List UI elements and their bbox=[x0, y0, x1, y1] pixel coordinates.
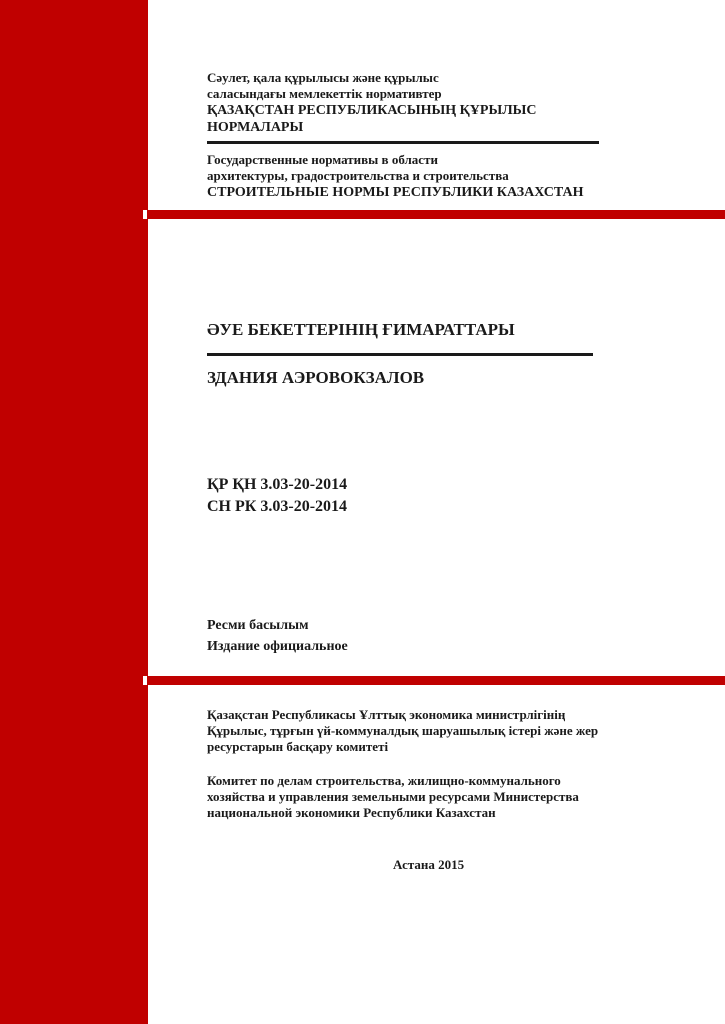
header-kz-caps-line-1: ҚАЗАҚСТАН РЕСПУБЛИКАСЫНЫҢ ҚҰРЫЛЫС bbox=[207, 103, 537, 118]
band-gap-top bbox=[148, 220, 725, 224]
header-ru-norms bbox=[207, 152, 509, 184]
header-ru-line-1: Государственные нормативы в области bbox=[207, 152, 438, 167]
header-ru-line-2: архитектуры, градостроительства и строительства bbox=[207, 168, 509, 183]
publisher-ru-line-2: хозяйства и управления земельными ресурсами Министерства bbox=[207, 789, 579, 804]
city-year: Астана 2015 bbox=[393, 857, 465, 872]
publisher-kz bbox=[207, 707, 598, 755]
header-kz-line-1: Сәулет, қала құрылысы және құрылыс bbox=[207, 70, 439, 85]
header-divider bbox=[207, 141, 599, 144]
publisher-kz-line-2: Құрылыс, тұрғын үй-коммуналдық шаруашылық істері және жер bbox=[207, 723, 599, 738]
edition-ru: Издание официальное bbox=[207, 639, 348, 654]
band-gap-bottom bbox=[148, 686, 725, 690]
header-kz-norms bbox=[207, 70, 442, 102]
header-kz-line-2: саласындағы мемлекеттік нормативтер bbox=[207, 86, 442, 101]
document-code-ru: СН РК 3.03-20-2014 bbox=[207, 498, 348, 515]
publisher-kz-line-3: ресурстарын басқару комитеті bbox=[207, 739, 389, 754]
band-notch-top bbox=[143, 210, 147, 219]
document-code-kz: ҚР ҚН 3.03-20-2014 bbox=[207, 476, 348, 493]
red-band-top bbox=[0, 210, 725, 219]
header-kz-caps bbox=[207, 102, 537, 136]
publisher-ru bbox=[207, 773, 579, 821]
title-divider bbox=[207, 353, 593, 356]
publisher-ru-line-3: национальной экономики Республики Казахстан bbox=[207, 805, 496, 820]
publisher-ru-line-1: Комитет по делам строительства, жилищно-коммунального bbox=[207, 773, 561, 788]
publisher-kz-line-1: Қазақстан Республикасы Ұлттық экономика министрлігінің bbox=[207, 707, 566, 722]
band-notch-bottom bbox=[143, 676, 147, 685]
red-band-bottom bbox=[0, 676, 725, 685]
header-ru-caps: СТРОИТЕЛЬНЫЕ НОРМЫ РЕСПУБЛИКИ КАЗАХСТАН bbox=[207, 185, 584, 200]
document-title-kz: ӘУЕ БЕКЕТТЕРІНІҢ ҒИМАРАТТАРЫ bbox=[207, 320, 515, 339]
header-kz-caps-line-2: НОРМАЛАРЫ bbox=[207, 120, 304, 135]
left-red-bar bbox=[0, 0, 148, 1024]
document-title-ru: ЗДАНИЯ АЭРОВОКЗАЛОВ bbox=[207, 368, 425, 387]
edition-kz: Ресми басылым bbox=[207, 618, 309, 633]
